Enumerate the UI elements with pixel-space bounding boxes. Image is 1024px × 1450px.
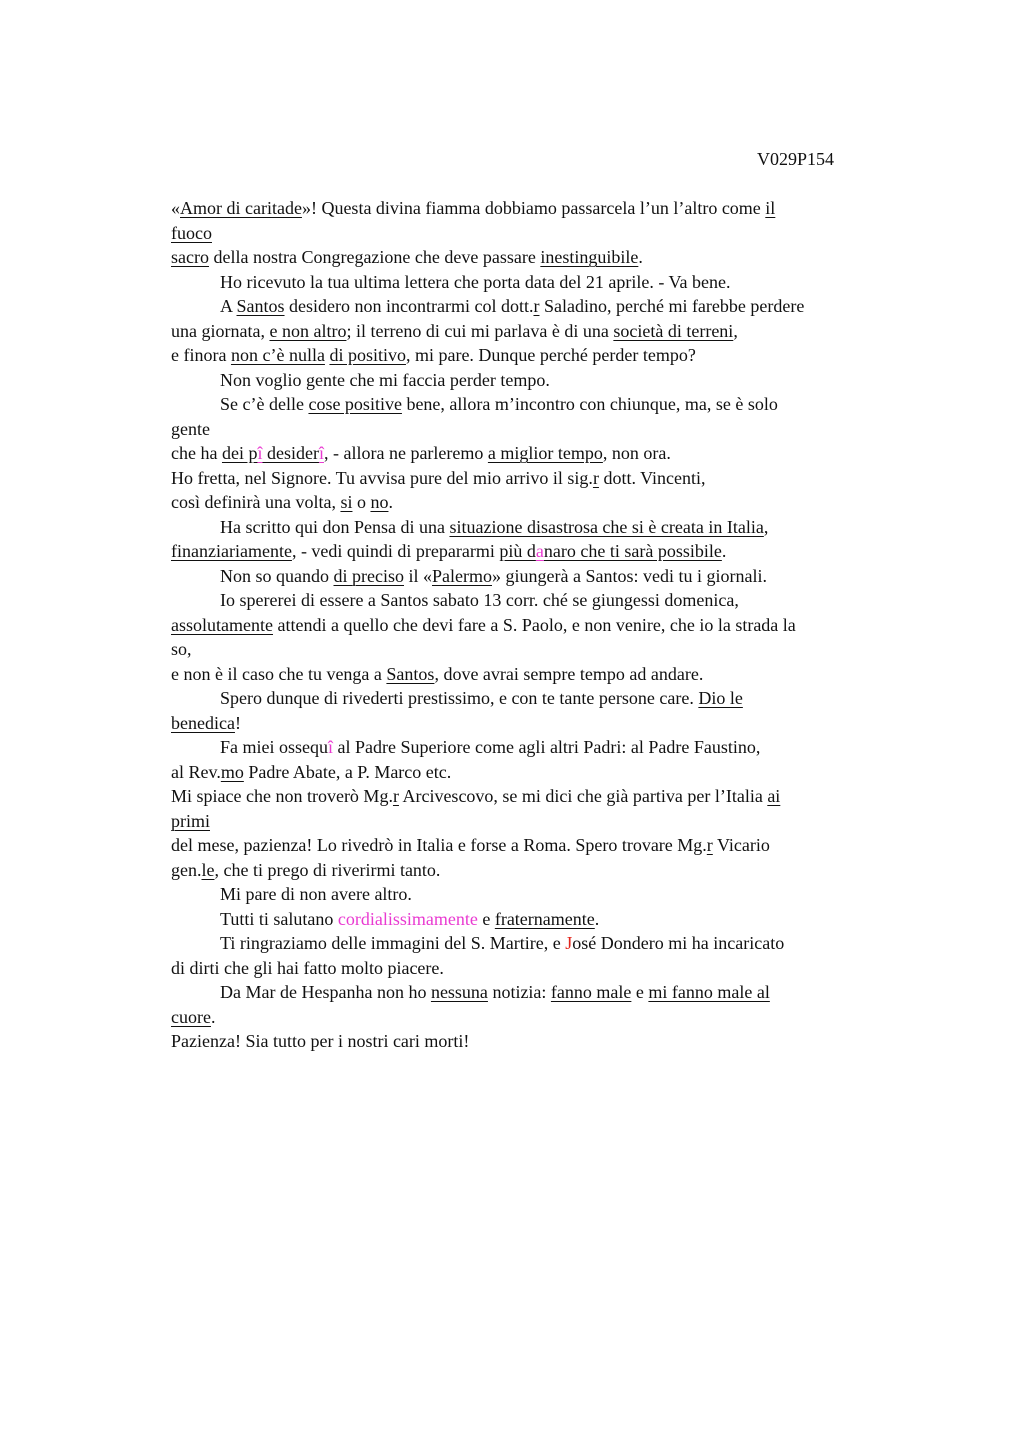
- underlined-text: di preciso: [333, 565, 404, 586]
- text-segment: attendi a quello che devi fare a S. Paolo, e non venire, che io la strada la: [272, 614, 796, 635]
- text-segment: Non so quando: [220, 565, 334, 586]
- text-line: [171, 319, 901, 344]
- text-line: [171, 270, 901, 295]
- underlined-text: primi: [171, 810, 210, 831]
- underlined-text: r: [592, 467, 599, 488]
- text-segment: !: [234, 712, 241, 733]
- underlined-text: desider: [262, 443, 319, 463]
- underlined-text: dei p: [221, 443, 258, 463]
- letter-body: [171, 196, 901, 1054]
- underlined-text: fraternamente: [494, 908, 595, 929]
- underlined-text: Santos: [386, 663, 435, 684]
- text-segment: «: [171, 198, 180, 218]
- text-line: [171, 441, 901, 466]
- text-segment: che ha: [171, 443, 222, 463]
- text-segment: »! Questa divina fiamma dobbiamo passarcela l’un l’altro come: [301, 198, 766, 218]
- text-segment: e: [631, 982, 649, 1002]
- text-segment: gente: [171, 418, 210, 439]
- text-segment: e finora: [171, 345, 231, 365]
- underlined-text: e non altro: [269, 320, 347, 341]
- underlined-text: r: [706, 835, 713, 855]
- text-segment: .: [638, 247, 643, 267]
- text-line: [171, 466, 901, 491]
- text-segment: Spero dunque di rivederti prestissimo, e con te tante persone care.: [220, 688, 699, 708]
- text-segment: Non voglio gente che mi faccia perder tempo.: [220, 369, 550, 390]
- text-line: [171, 490, 901, 515]
- text-segment: Ti ringraziamo delle immagini del S. Martire, e: [220, 933, 566, 953]
- text-line: [171, 882, 901, 907]
- text-segment: al Rev.: [171, 761, 221, 782]
- text-segment: Saladino, perché mi farebbe perdere: [539, 296, 805, 316]
- underlined-text: mi fanno male al: [648, 982, 770, 1002]
- text-line: [171, 1029, 901, 1054]
- text-line: [171, 196, 901, 221]
- underlined-text: î: [318, 443, 324, 463]
- underlined-text: no: [370, 492, 389, 512]
- underlined-text: di positivo: [329, 345, 406, 365]
- text-segment: e: [477, 908, 495, 929]
- text-line: [171, 1005, 901, 1030]
- text-segment: Mi pare di non avere altro.: [220, 884, 412, 904]
- text-segment: Fa miei ossequ: [220, 737, 328, 757]
- text-segment: , che ti prego di riverirmi tanto.: [214, 859, 441, 880]
- text-segment: ; il terreno di cui mi parlava è di una: [346, 320, 614, 341]
- text-line: [171, 637, 901, 662]
- underlined-text: cuore: [171, 1006, 211, 1027]
- text-line: [171, 833, 901, 858]
- underlined-text: il: [765, 198, 776, 218]
- underlined-text: più d: [499, 541, 536, 561]
- underlined-text: ai: [767, 786, 781, 806]
- underlined-text: finanziariamente: [171, 541, 292, 561]
- text-line: [171, 564, 901, 589]
- text-segment: del mese, pazienza! Lo rivedrò in Italia e forse a Roma. Spero trovare Mg.: [171, 835, 707, 855]
- text-segment: Pazienza! Sia tutto per i nostri cari morti!: [171, 1031, 470, 1051]
- text-segment: Arcivescovo, se mi dici che già partiva per l’Italia: [398, 786, 768, 806]
- underlined-text: situazione disastrosa che si è creata in Italia: [449, 516, 764, 537]
- underlined-text: Amor di caritade: [180, 198, 302, 218]
- underlined-text: a miglior tempo: [487, 443, 603, 463]
- text-segment: Io spererei di essere a Santos sabato 13 corr. ché se giungessi domenica,: [220, 590, 739, 610]
- underlined-text: non c’è nulla: [230, 345, 325, 365]
- underlined-text: assolutamente: [171, 614, 273, 635]
- underlined-text: Dio le: [698, 688, 743, 708]
- underlined-text: Santos: [236, 296, 285, 316]
- text-segment: .: [721, 541, 727, 561]
- underlined-text: î: [257, 443, 263, 463]
- text-segment: della nostra Congregazione che deve passare: [208, 247, 541, 267]
- text-line: [171, 613, 901, 638]
- underlined-text: r: [392, 786, 399, 806]
- text-segment: una giornata,: [171, 320, 270, 341]
- text-line: [171, 368, 901, 393]
- underlined-text: fanno male: [550, 982, 632, 1002]
- text-segment: Ho fretta, nel Signore. Tu avvisa pure del mio arrivo il sig.: [171, 467, 593, 488]
- underlined-text: naro che ti sarà possibile: [543, 541, 722, 561]
- text-line: [171, 980, 901, 1005]
- text-line: [171, 784, 901, 809]
- text-line: [171, 907, 901, 932]
- text-segment: » giungerà a Santos: vedi tu i giornali.: [492, 565, 767, 586]
- underlined-text: sacro: [171, 247, 209, 267]
- text-line: [171, 245, 901, 270]
- text-segment: o: [352, 492, 371, 512]
- text-line: [171, 711, 901, 736]
- text-line: [171, 735, 901, 760]
- text-segment: Padre Abate, a P. Marco etc.: [243, 761, 452, 782]
- underlined-text: nessuna: [430, 982, 488, 1002]
- text-segment: , dove avrai sempre tempo ad andare.: [434, 663, 704, 684]
- text-segment: J: [565, 933, 573, 953]
- text-segment: e non è il caso che tu venga a: [171, 663, 387, 684]
- text-segment: gen.: [171, 859, 202, 880]
- underlined-text: r: [533, 296, 540, 316]
- text-segment: ,: [733, 320, 738, 341]
- text-segment: .: [210, 1006, 216, 1027]
- text-line: [171, 760, 901, 785]
- text-line: [171, 221, 901, 246]
- text-segment: ,: [763, 516, 769, 537]
- text-segment: , - vedi quindi di prepararmi: [291, 541, 500, 561]
- underlined-text: società di terreni: [613, 320, 734, 341]
- text-line: [171, 662, 901, 687]
- underlined-text: le: [201, 859, 215, 880]
- text-line: [171, 417, 901, 442]
- text-segment: A: [220, 296, 237, 316]
- text-line: [171, 686, 901, 711]
- text-line: [171, 956, 901, 981]
- text-segment: Mi spiace che non troverò Mg.: [171, 786, 393, 806]
- text-segment: , non ora.: [602, 443, 671, 463]
- text-segment: î: [328, 737, 334, 757]
- text-line: [171, 809, 901, 834]
- text-segment: bene, allora m’incontro con chiunque, ma, se è solo: [401, 394, 778, 414]
- text-segment: , mi pare. Dunque perché perder tempo?: [405, 345, 696, 365]
- text-segment: così definirà una volta,: [171, 492, 341, 512]
- text-segment: .: [594, 908, 600, 929]
- underlined-text: benedica: [171, 712, 235, 733]
- text-line: [171, 392, 901, 417]
- text-line: [171, 294, 901, 319]
- text-segment: cordialissimamente: [337, 908, 478, 929]
- text-segment: di dirti che gli hai fatto molto piacere.: [171, 957, 444, 978]
- text-line: [171, 931, 901, 956]
- text-segment: Ho ricevuto la tua ultima lettera che porta data del 21 aprile. - Va bene.: [220, 271, 731, 292]
- text-segment: dott. Vincenti,: [598, 467, 706, 488]
- text-segment: osé Dondero mi ha incaricato: [572, 933, 785, 953]
- text-line: [171, 588, 901, 613]
- text-segment: notizia:: [487, 982, 551, 1002]
- underlined-text: cose positive: [308, 394, 402, 414]
- text-segment: Vicario: [712, 835, 770, 855]
- underlined-text: Palermo: [432, 565, 492, 586]
- underlined-text: fuoco: [171, 222, 212, 243]
- underlined-text: inestinguibile: [540, 247, 639, 267]
- underlined-text: mo: [220, 761, 244, 782]
- underlined-text: a: [535, 541, 544, 561]
- text-segment: il «: [403, 565, 432, 586]
- text-segment: Se c’è delle: [220, 394, 309, 414]
- text-segment: , - allora ne parleremo: [323, 443, 488, 463]
- text-line: [171, 539, 901, 564]
- text-segment: so,: [171, 639, 192, 659]
- text-segment: Da Mar de Hespanha non ho: [220, 982, 431, 1002]
- underlined-text: si: [340, 492, 353, 512]
- text-line: [171, 343, 901, 368]
- text-segment: al Padre Superiore come agli altri Padri: al Padre Faustino,: [333, 737, 761, 757]
- text-segment: .: [388, 492, 393, 512]
- text-segment: desidero non incontrarmi col dott.: [284, 296, 534, 316]
- text-line: [171, 515, 901, 540]
- text-segment: Tutti ti salutano: [220, 908, 338, 929]
- text-line: [171, 858, 901, 883]
- page-code: V029P154: [757, 149, 835, 169]
- text-segment: Ha scritto qui don Pensa di una: [220, 516, 450, 537]
